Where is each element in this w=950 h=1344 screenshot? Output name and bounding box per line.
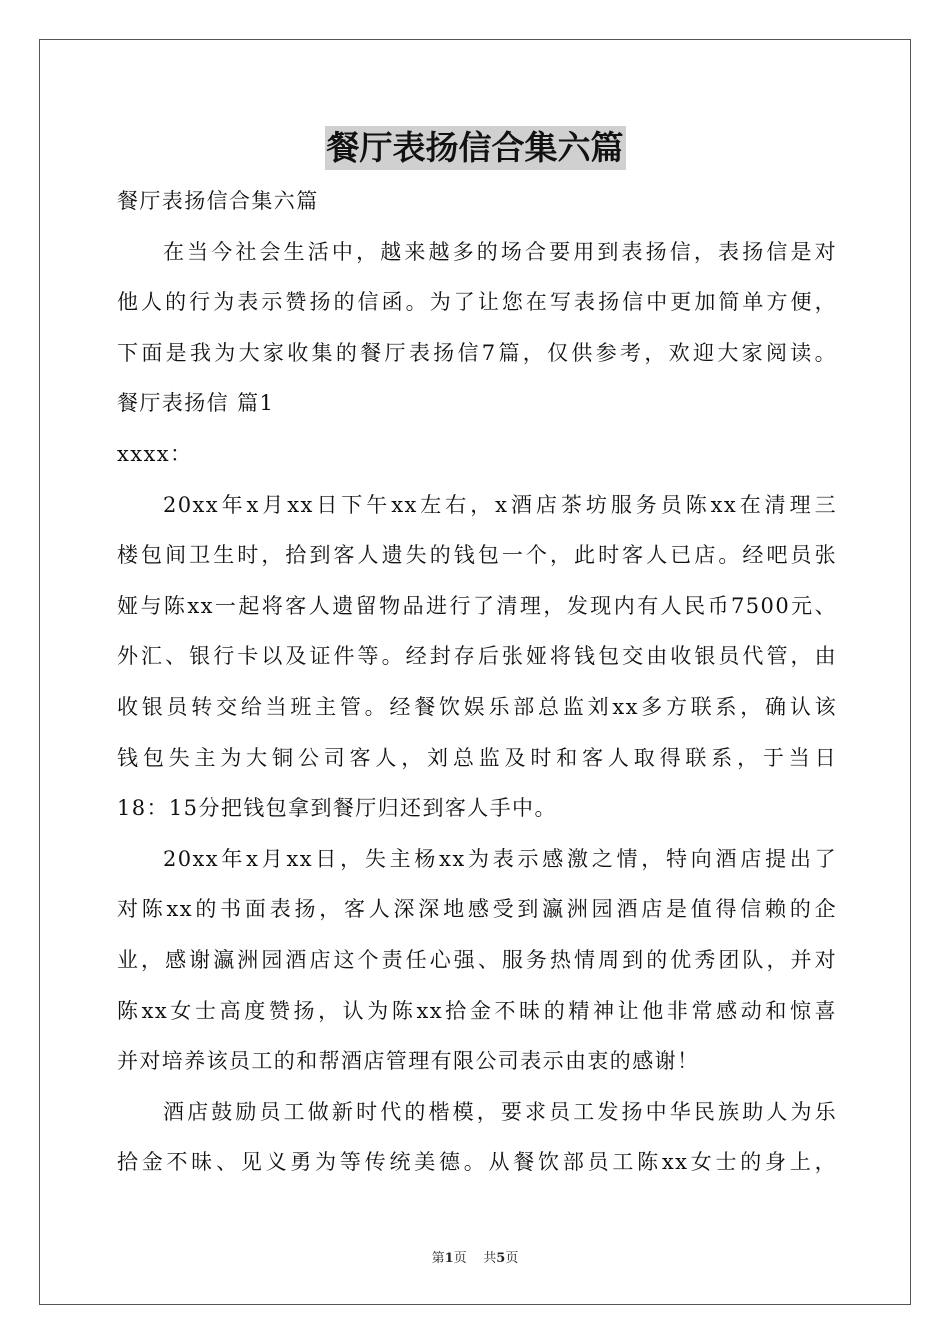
text-line: 酒店鼓励员工做新时代的楷模，要求员工发扬中华民族助人为乐 (163, 1099, 837, 1124)
text-line: 餐厅表扬信 篇1 (117, 391, 275, 416)
text-line: 他人的行为表示赞扬的信函。为了让您在写表扬信中更加简单方便， (117, 290, 837, 315)
document-body (117, 176, 837, 1188)
page-number-suffix: 页 (453, 1251, 467, 1266)
page-number-current: 1 (444, 1251, 454, 1266)
text-line: 娅与陈xx一起将客人遗留物品进行了清理，发现内有人民币7500元、 (117, 593, 837, 618)
text-line: 钱包失主为大铜公司客人，刘总监及时和客人取得联系，于当日 (117, 745, 837, 770)
text-line: 业，感谢瀛洲园酒店这个责任心强、服务热情周到的优秀团队，并对 (117, 947, 837, 972)
page-total: 5 (496, 1251, 506, 1266)
text-line: 并对培养该员工的和帮酒店管理有限公司表示由衷的感谢！ (117, 1049, 700, 1074)
title-wrap (0, 126, 950, 170)
page-total-prefix: 共 (483, 1251, 497, 1266)
document-title: 餐厅表扬信合集六篇 (325, 126, 626, 170)
text-line: 楼包间卫生时，拾到客人遗失的钱包一个，此时客人已店。经吧员张 (117, 543, 837, 568)
text-line: xxxx： (117, 441, 193, 466)
text-line: 收银员转交给当班主管。经餐饮娱乐部总监刘xx多方联系，确认该 (117, 694, 837, 719)
text-line: 18：15分把钱包拿到餐厅归还到客人手中。 (117, 796, 557, 821)
page-footer (0, 1247, 950, 1266)
text-line: 陈xx女士高度赞扬，认为陈xx拾金不昧的精神让他非常感动和惊喜 (117, 998, 837, 1023)
text-line: 下面是我为大家收集的餐厅表扬信7篇，仅供参考，欢迎大家阅读。 (117, 340, 837, 365)
text-line: 20xx年x月xx日，失主杨xx为表示感激之情，特向酒店提出了 (163, 846, 837, 871)
page-number-prefix: 第 (431, 1251, 445, 1266)
text-line: 外汇、银行卡以及证件等。经封存后张娅将钱包交由收银员代管，由 (117, 644, 837, 669)
page-total-suffix: 页 (505, 1251, 519, 1266)
text-line: 餐厅表扬信合集六篇 (117, 189, 319, 213)
text-line: 拾金不昧、见义勇为等传统美德。从餐饮部员工陈xx女士的身上， (117, 1150, 837, 1175)
text-line: 对陈xx的书面表扬，客人深深地感受到瀛洲园酒店是值得信赖的企 (117, 897, 837, 922)
text-line: 在当今社会生活中，越来越多的场合要用到表扬信，表扬信是对 (163, 239, 837, 264)
text-line: 20xx年x月xx日下午xx左右，x酒店茶坊服务员陈xx在清理三 (163, 492, 837, 517)
